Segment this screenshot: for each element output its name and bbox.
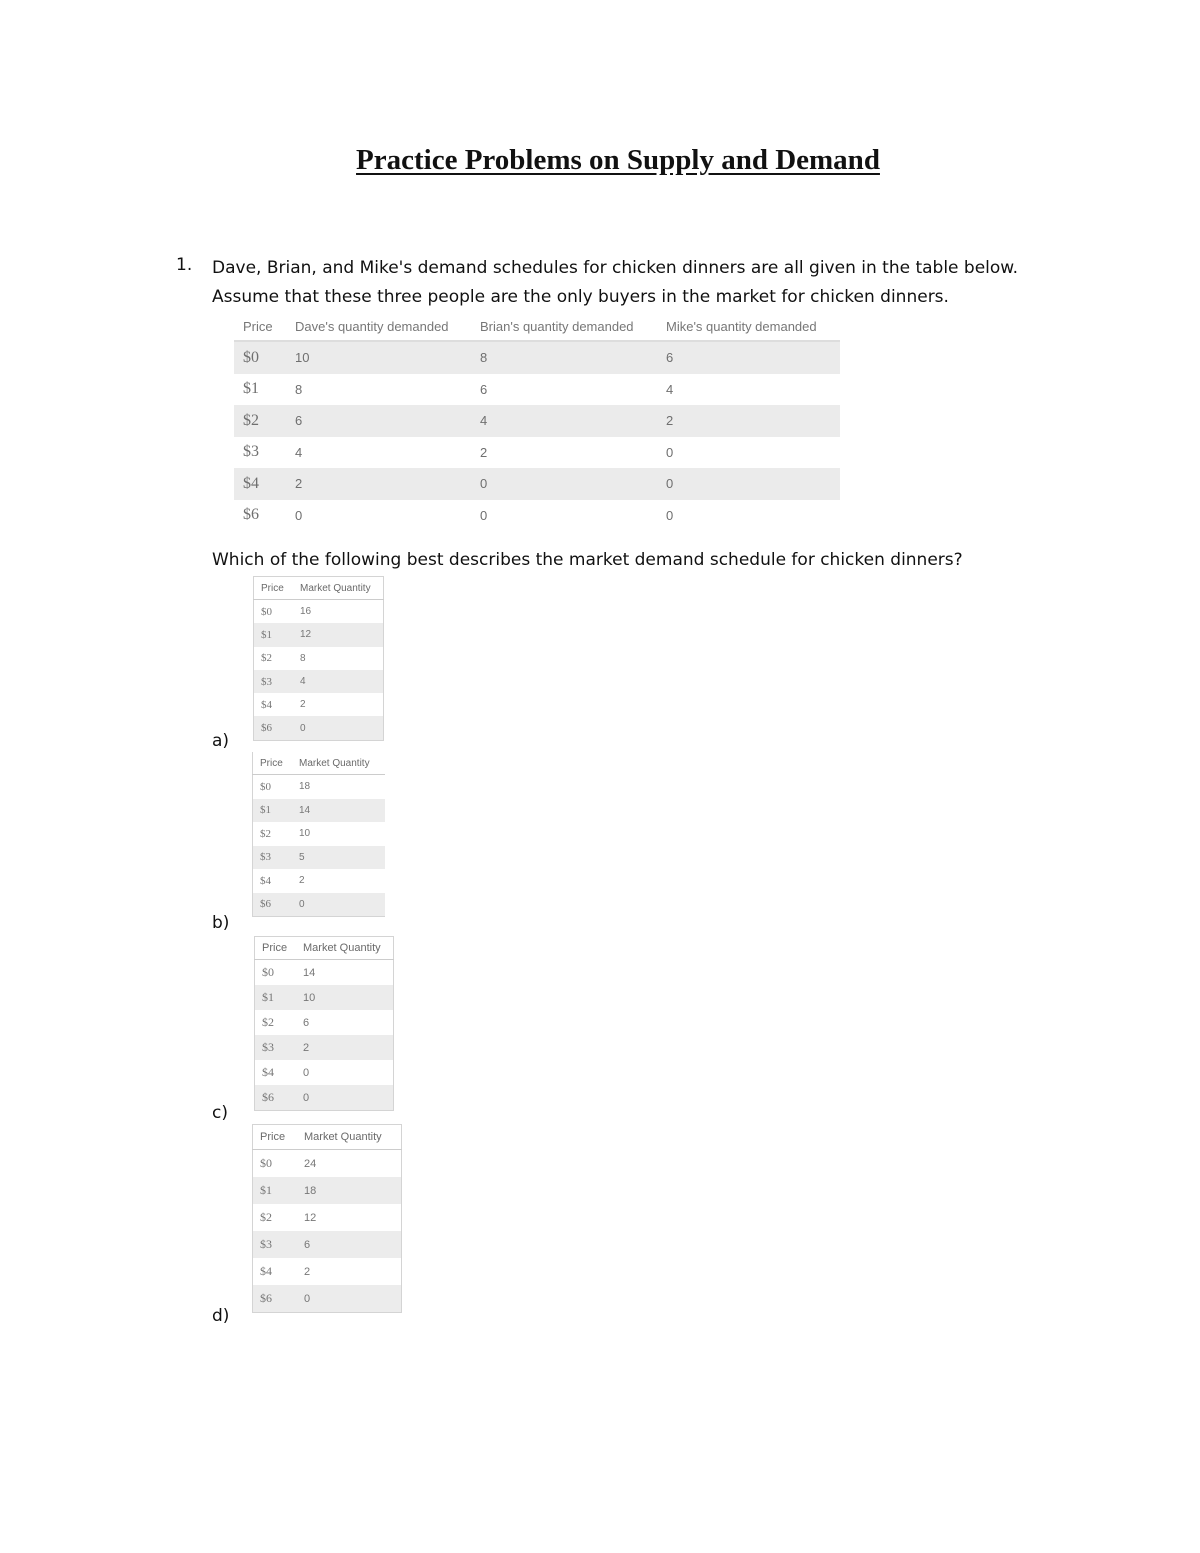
price-cell: $3 [253,1231,298,1258]
quantity-cell: 18 [299,781,311,793]
mike-quantity-cell: 2 [657,405,840,437]
column-header-price: Price [253,1125,298,1150]
price-cell: $1 [243,380,259,398]
table-row [253,1177,402,1204]
price-cell: $3 [254,670,294,693]
quantity-cell: 0 [297,1285,402,1313]
price-cell: $4 [261,698,272,711]
mike-quantity-cell: 0 [657,468,840,500]
column-header-mike: Mike's quantity demanded [657,312,840,341]
table-row [255,1035,394,1060]
dave-quantity-cell: 4 [295,444,303,460]
quantity-cell: 0 [303,1066,310,1079]
column-header-dave: Dave's quantity demanded [286,312,471,341]
question-number: 1. [176,255,193,275]
price-cell: $4 [262,1065,274,1079]
table-row [253,1150,402,1178]
option-a-label: a) [212,731,230,751]
brian-quantity-cell: 4 [471,405,657,437]
table-row [234,437,840,469]
mike-quantity-cell: 0 [666,444,674,460]
table-row [255,985,394,1010]
dave-quantity-cell: 2 [286,468,471,500]
price-cell: $1 [253,1177,298,1204]
mike-quantity-cell: 6 [657,341,840,374]
table-row [255,1010,394,1035]
quantity-cell: 12 [293,623,384,646]
table-header-row [253,1125,402,1150]
quantity-cell: 2 [299,875,305,887]
brian-quantity-cell: 2 [480,444,488,460]
price-cell: $6 [253,893,293,917]
table-row [253,1204,402,1231]
mike-quantity-cell: 0 [666,507,674,523]
table-header-row [253,752,386,775]
table-row [253,893,386,917]
quantity-cell: 14 [292,799,385,823]
column-header-market-quantity: Market Quantity [293,577,384,600]
price-cell: $0 [262,965,274,979]
column-header-brian: Brian's quantity demanded [471,312,657,341]
column-header-market-quantity: Market Quantity [292,752,385,775]
price-cell: $1 [255,985,297,1010]
price-cell: $2 [234,405,286,437]
option-d-table [252,1124,402,1313]
column-header-price: Price [255,937,297,960]
brian-quantity-cell: 6 [480,381,488,397]
dave-quantity-cell: 6 [286,405,471,437]
price-cell: $0 [261,605,272,618]
table-row [234,468,840,500]
demand-schedule-table [234,312,840,531]
table-row [254,600,384,624]
price-cell: $4 [234,468,286,500]
quantity-cell: 0 [293,716,384,740]
column-header-market-quantity: Market Quantity [297,1125,402,1150]
table-row [254,716,384,740]
table-header-row [255,937,394,960]
price-cell: $3 [243,443,259,461]
option-d-label: d) [212,1306,230,1326]
table-row [253,822,386,846]
dave-quantity-cell: 10 [286,341,471,374]
table-row [234,500,840,532]
quantity-cell: 24 [304,1157,317,1170]
question-text [212,254,1018,312]
option-b-table [252,752,385,917]
quantity-cell: 18 [297,1177,402,1204]
table-row [234,374,840,406]
quantity-cell: 0 [296,1085,394,1111]
table-row [253,846,386,870]
table-row [255,960,394,986]
table-row [254,647,384,670]
table-row [255,1060,394,1085]
quantity-cell: 2 [304,1265,311,1278]
dave-quantity-cell: 8 [295,381,303,397]
table-row [254,623,384,646]
price-cell: $1 [254,623,294,646]
table-row [253,1258,402,1285]
quantity-cell: 0 [292,893,385,917]
table-row [234,405,840,437]
quantity-cell: 10 [299,828,311,840]
mike-quantity-cell: 4 [666,381,674,397]
price-cell: $6 [253,1285,298,1313]
price-cell: $0 [260,780,271,793]
brian-quantity-cell: 0 [471,468,657,500]
table-row [253,869,386,893]
table-row [234,341,840,374]
price-cell: $4 [260,1264,272,1278]
question-line-1: Dave, Brian, and Mike's demand schedules for chicken dinners are all given in the table below. [212,258,1019,278]
quantity-cell: 16 [300,606,312,618]
page-title: Practice Problems on Supply and Demand [356,144,880,176]
price-cell: $2 [260,1210,272,1224]
quantity-cell: 12 [304,1211,317,1224]
option-b-label: b) [212,913,230,933]
price-cell: $0 [234,341,286,374]
table-header-row [254,577,384,600]
table-row [255,1085,394,1111]
quantity-cell: 10 [296,985,394,1010]
quantity-cell: 2 [300,699,306,711]
price-cell: $2 [260,827,271,840]
column-header-market-quantity: Market Quantity [296,937,394,960]
option-c-table [254,936,394,1111]
brian-quantity-cell: 8 [471,341,657,374]
table-row [254,693,384,716]
column-header-price: Price [253,752,293,775]
quantity-cell: 4 [293,670,384,693]
price-cell: $4 [260,874,271,887]
price-cell: $3 [255,1035,297,1060]
question-line-2: Assume that these three people are the only buyers in the market for chicken dinners. [212,287,949,307]
option-a-table [253,576,384,741]
quantity-cell: 6 [297,1231,402,1258]
dave-quantity-cell: 0 [295,507,303,523]
option-c-label: c) [212,1103,228,1123]
table-row [254,670,384,693]
followup-question: Which of the following best describes the market demand schedule for chicken dinners? [212,550,963,570]
table-row [253,775,386,799]
table-row [253,1285,402,1313]
quantity-cell: 6 [303,1016,310,1029]
price-cell: $3 [253,846,293,870]
column-header-price: Price [234,312,286,341]
quantity-cell: 14 [303,966,316,979]
quantity-cell: 2 [296,1035,394,1060]
brian-quantity-cell: 0 [480,507,488,523]
price-cell: $0 [260,1156,272,1170]
price-cell: $2 [262,1015,274,1029]
quantity-cell: 8 [300,652,306,664]
price-cell: $6 [254,716,294,740]
table-row [253,1231,402,1258]
table-header-row [234,312,840,341]
column-header-price: Price [254,577,294,600]
price-cell: $1 [253,799,293,823]
price-cell: $6 [255,1085,297,1111]
price-cell: $2 [261,652,272,665]
quantity-cell: 5 [292,846,385,870]
table-row [253,799,386,823]
price-cell: $6 [243,506,259,524]
